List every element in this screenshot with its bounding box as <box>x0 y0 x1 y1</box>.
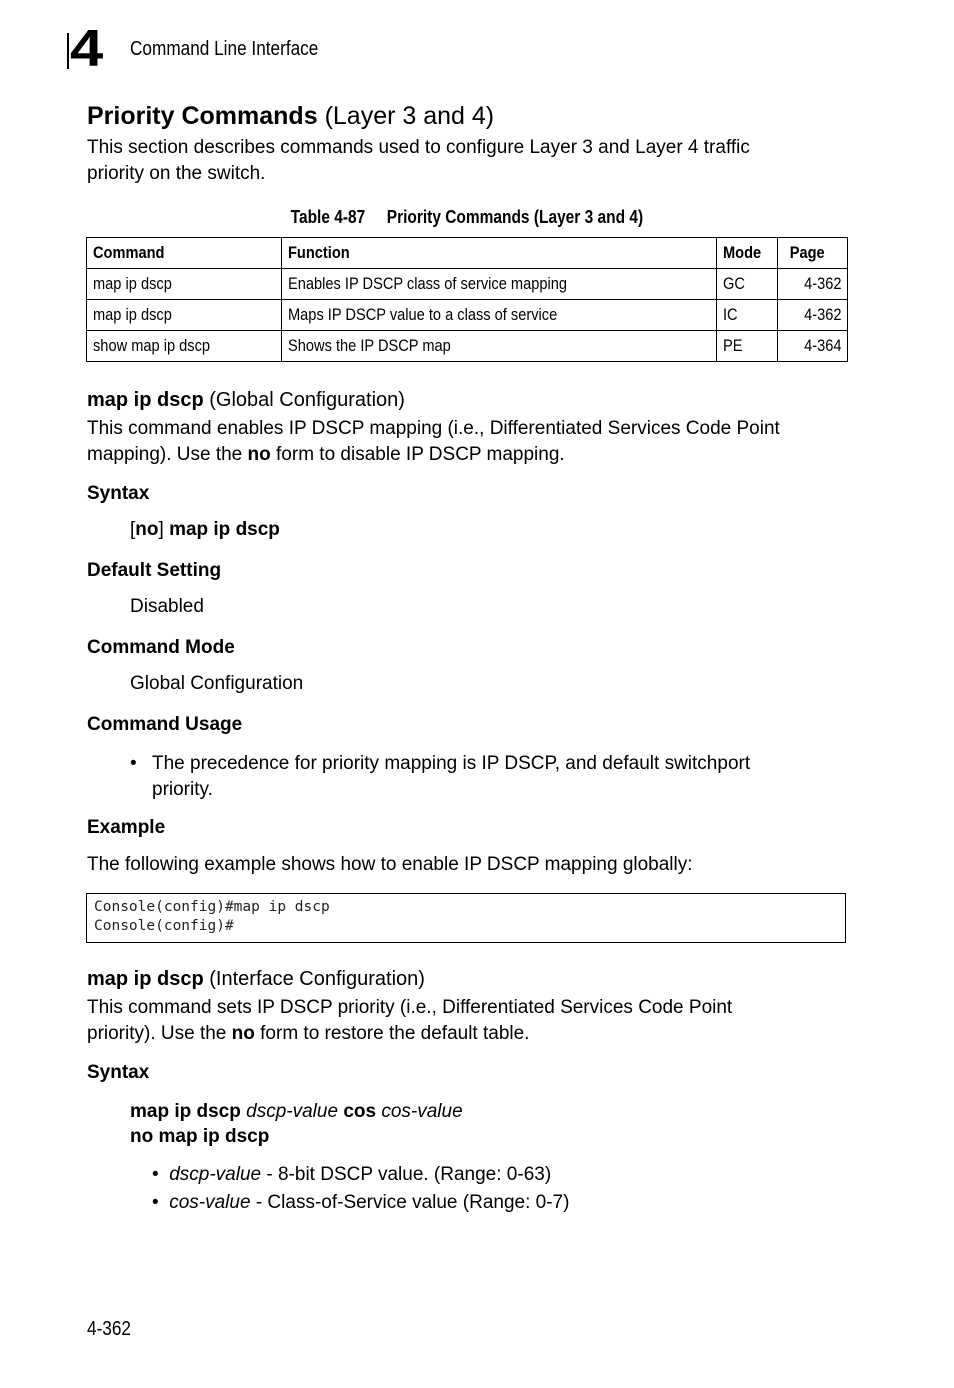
table-cell-page: 4-362 <box>778 300 848 331</box>
cmd1-description: This command enables IP DSCP mapping (i.e., Differentiated Services Code Point mapping). Use the no form to disable IP DSCP mapping. <box>87 418 780 465</box>
code-example-box <box>86 893 846 943</box>
cmd2-syntax-label: Syntax <box>87 1062 150 1083</box>
bullet-icon: • <box>152 1192 159 1213</box>
cmd1-example-label: Example <box>87 817 166 838</box>
table-cell-page: 4-364 <box>778 331 848 362</box>
table-cell-page: 4-362 <box>778 269 848 300</box>
section-intro <box>87 135 847 187</box>
cmd1-syntax: [no] map ip dscp <box>130 519 280 540</box>
table-cell-function: Maps IP DSCP value to a class of service <box>281 300 716 331</box>
table-cell-function: Shows the IP DSCP map <box>281 331 716 362</box>
table-header-mode: Mode <box>717 238 778 269</box>
section-title-rest: (Layer 3 and 4) <box>324 102 495 130</box>
table-caption: Table 4-87 Priority Commands (Layer 3 and 4) <box>290 207 644 227</box>
section-intro-line1: This section describes commands used to configure Layer 3 and Layer 4 traffic <box>87 137 750 158</box>
cmd2-title: map ip dscp (Interface Configuration) <box>87 968 425 990</box>
cmd1-example-text: The following example shows how to enable IP DSCP mapping globally: <box>87 854 693 875</box>
table-cell-function: Enables IP DSCP class of service mapping <box>281 269 716 300</box>
table-row <box>87 331 848 362</box>
cmd1-usage-label: Command Usage <box>87 714 243 735</box>
table-cell-mode: GC <box>717 269 778 300</box>
table-header-command: Command <box>87 238 282 269</box>
table-cell-command: show map ip dscp <box>87 331 282 362</box>
table-cell-mode: PE <box>717 331 778 362</box>
cmd1-mode-label: Command Mode <box>87 637 235 658</box>
cmd2-description: This command sets IP DSCP priority (i.e., Differentiated Services Code Point priority). Use the no form to restore the default table. <box>87 997 733 1044</box>
cmd2-parameters <box>152 1161 569 1217</box>
cmd1-mode-value: Global Configuration <box>130 673 304 694</box>
table-header-function: Function <box>281 238 716 269</box>
list-item: • cos-value - Class-of-Service value (Range: 0-7) <box>152 1192 570 1213</box>
running-header: Command Line Interface <box>130 38 319 60</box>
section-title-bold: Priority Commands <box>87 102 318 130</box>
cmd2-syntax: map ip dscp dscp-value cos cos-value no map ip dscp <box>130 1101 463 1147</box>
table-header-row <box>87 238 848 269</box>
chapter-badge-bar <box>67 33 69 69</box>
bullet-icon: • <box>152 1164 159 1185</box>
table-header-page: Page <box>778 238 848 269</box>
list-item: • dscp-value - 8-bit DSCP value. (Range: 0-63) <box>152 1164 552 1185</box>
table-row <box>87 300 848 331</box>
cmd1-title: map ip dscp (Global Configuration) <box>87 389 405 411</box>
section-title <box>87 102 494 131</box>
cmd1-default-label: Default Setting <box>87 560 222 581</box>
table-cell-command: map ip dscp <box>87 269 282 300</box>
table-row <box>87 269 848 300</box>
table-cell-command: map ip dscp <box>87 300 282 331</box>
bullet-icon: • <box>130 753 137 774</box>
cmd1-usage-item: • The precedence for priority mapping is IP DSCP, and default switchport priority. <box>130 753 751 800</box>
section-intro-line2: priority on the switch. <box>87 163 266 184</box>
code-line: Console(config)# <box>94 918 234 934</box>
chapter-badge <box>67 20 109 78</box>
cmd1-default-value: Disabled <box>130 596 204 617</box>
chapter-number: 4 <box>70 20 104 78</box>
cmd1-syntax-label: Syntax <box>87 483 150 504</box>
page-number: 4-362 <box>87 1318 131 1340</box>
table-cell-mode: IC <box>717 300 778 331</box>
priority-commands-table <box>86 237 848 362</box>
code-line: Console(config)#map ip dscp <box>94 899 330 915</box>
